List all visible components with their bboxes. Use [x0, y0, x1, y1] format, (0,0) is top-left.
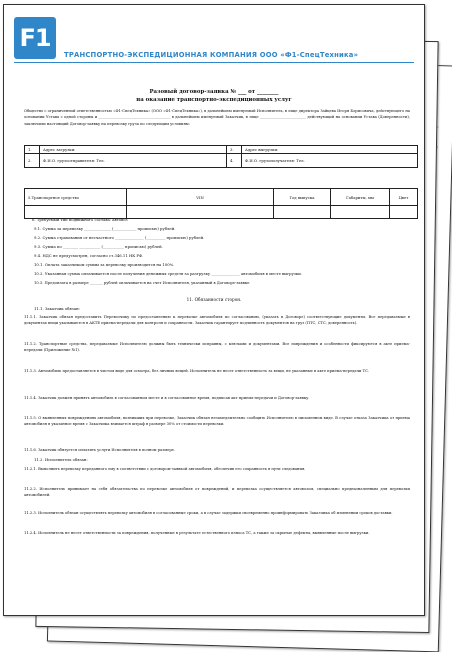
obligation-item: 11.2.1. Выполнить перевозку переданного ему в соответствии с договором-заявкой автомобиля, обеспечив его сохранность в пути следования.	[24, 467, 306, 471]
table-cell	[127, 206, 274, 219]
obligation-heading: 11.2. Исполнитель обязан:	[34, 457, 88, 462]
company-logo	[14, 17, 56, 59]
table-header-cell: Цвет	[390, 189, 418, 206]
table-cell: 2.	[25, 154, 40, 168]
obligation-item: 11.1.5. О выявленных повреждениях автомобиля, возникших при перевозке, Заказчик обязан незамедлительно сообщить Исполнителю в письменном виде. В случае отказа Заказчика от приема автомобиля в указанное время с Заказчика взимается штраф в размере 30% от стоимости перевозки.	[24, 416, 410, 427]
table-cell: Адрес загрузки:	[40, 146, 227, 154]
table-header-cell: Год выпуска	[274, 189, 331, 206]
table-cell: Адрес выгрузки:	[242, 146, 418, 154]
table-row	[25, 154, 418, 168]
table-header-cell: VIN	[127, 189, 274, 206]
list-item: 9.4. НДС не предусмотрен, согласно ст.346.11 НК РФ.	[34, 253, 144, 258]
obligation-heading: 11.1. Заказчик обязан:	[34, 306, 80, 311]
obligation-item: 11.2.4. Исполнитель не несет ответственности за повреждения, полученные в результате естественного износа ТС, а также за скрытые дефекты, выявленные после выгрузки.	[24, 531, 370, 535]
table-row	[25, 146, 418, 154]
obligation-item: 11.1.2. Транспортные средства, передаваемые Исполнителю должны быть технически исправны, с ключами и документами. Все повреждения и особенности фиксируются в акте приема-передачи (Приложение №1).	[24, 342, 410, 353]
document-page	[3, 4, 425, 616]
table-cell	[274, 206, 331, 219]
obligation-item: 11.2.3. Исполнитель обязан осуществлять перевозку автомобиля в согласованные сроки, а в случае задержки своевременно проинформировать Заказчика об изменении сроков доставки.	[24, 511, 393, 515]
list-item: 10.2. Указанная сумма оплачивается после получения денежных средств за разгрузку _______________ автомобиля в месте выгрузки.	[34, 271, 303, 276]
obligation-item: 11.1.6. Заказчик обязуется оплатить услуги Исполнителя в полном размере.	[24, 448, 176, 452]
table-cell: Ф.И.О. грузополучателя: Тел.	[242, 154, 418, 168]
table-cell: 3.	[227, 146, 242, 154]
table-cell: 1.	[25, 146, 40, 154]
list-item: 6. Требуемый тип подвижного состава: автовоз	[32, 217, 128, 222]
document-subtitle: на оказание транспортно-экспедиционных услуг	[136, 97, 292, 103]
document-title: Разовый договор-заявка № ___ от ________	[149, 89, 279, 95]
list-item: 10.3. Предоплата в размере _______ рублей оплачивается на счет Исполнителя, указанный в Договоре-заявке.	[34, 281, 251, 285]
table-cell	[390, 206, 418, 219]
logo-text: F1	[19, 24, 51, 52]
section-heading: 11. Обязанности сторон.	[186, 297, 242, 302]
list-item: 9.2. Сумма страхования от несчастного _______________ (__________ прописью) рублей.	[34, 235, 205, 240]
obligation-item: 11.1.4. Заказчик должен принять автомобиль в согласованном месте и в согласованное время, подписав акт приема-передачи и Договор-заявку.	[24, 396, 310, 400]
table-header-cell: 5.Транспортное средство	[25, 189, 127, 206]
header-rule	[14, 62, 414, 63]
company-name: ТРАНСПОРТНО-ЭКСПЕДИЦИОННАЯ КОМПАНИЯ ООО «Ф1-СпецТехника»	[64, 51, 359, 59]
table-row	[25, 189, 418, 206]
table-cell	[331, 206, 390, 219]
table-cell: Ф.И.О. грузоотправителя: Тел.	[40, 154, 227, 168]
intro-paragraph: Общество с ограниченной ответственностью «Ф1-СпецТехника» (ООО «Ф1-СпецТехника»), в дальнейшем именуемый Исполнитель, в лице директора Зайцева Игоря Борисовича, действующего на основании Устава с одной стороны и _______________________________________ в дальнейшем именуемый Заказчик, в лице _________________________ действующий на основании Устава (Доверенности), заключили настоящий Договор-заявку на перевозку груза по следующим условиям:	[24, 109, 410, 126]
list-item: 10.1. Оплата заказчиком суммы за перевозку производится на 100%.	[34, 262, 175, 267]
list-item: 9.3. Сумма по ________ ___________ (___________ прописью) рублей.	[34, 244, 163, 249]
address-table	[24, 145, 418, 168]
table-header-cell: Габариты, мм	[331, 189, 390, 206]
obligation-item: 11.2.2. Исполнитель принимает на себя обязательства по перевозке автомобиля от повреждений, и перевозка осуществляется автовозом, специально предназначенным для перевозки автомобилей.	[24, 487, 410, 498]
list-item: 9.1. Сумма за перевозку ______________ (____________ прописью) рублей.	[34, 226, 176, 231]
obligation-item: 11.1.1. Заказчик обязан предоставить Перевозчику по предоставлению к перевозке автомобиля по согласованию, (указать в Договоре) соответствующие документы. Все передаваемые в документах вещи указываются в АКТЕ приема-передачи для контроля и сохранности. Заказчик гарантирует подлинность документов на груз (ПТС, СТС, доверенность).	[24, 315, 410, 326]
table-cell: 4.	[227, 154, 242, 168]
vehicle-table	[24, 188, 418, 219]
obligation-item: 11.1.3. Автомобиль предоставляется в чистом виде для осмотра, без личных вещей. Исполнитель не несет ответственность за вещи, не указанные в акте приема-передачи ТС.	[24, 369, 370, 373]
